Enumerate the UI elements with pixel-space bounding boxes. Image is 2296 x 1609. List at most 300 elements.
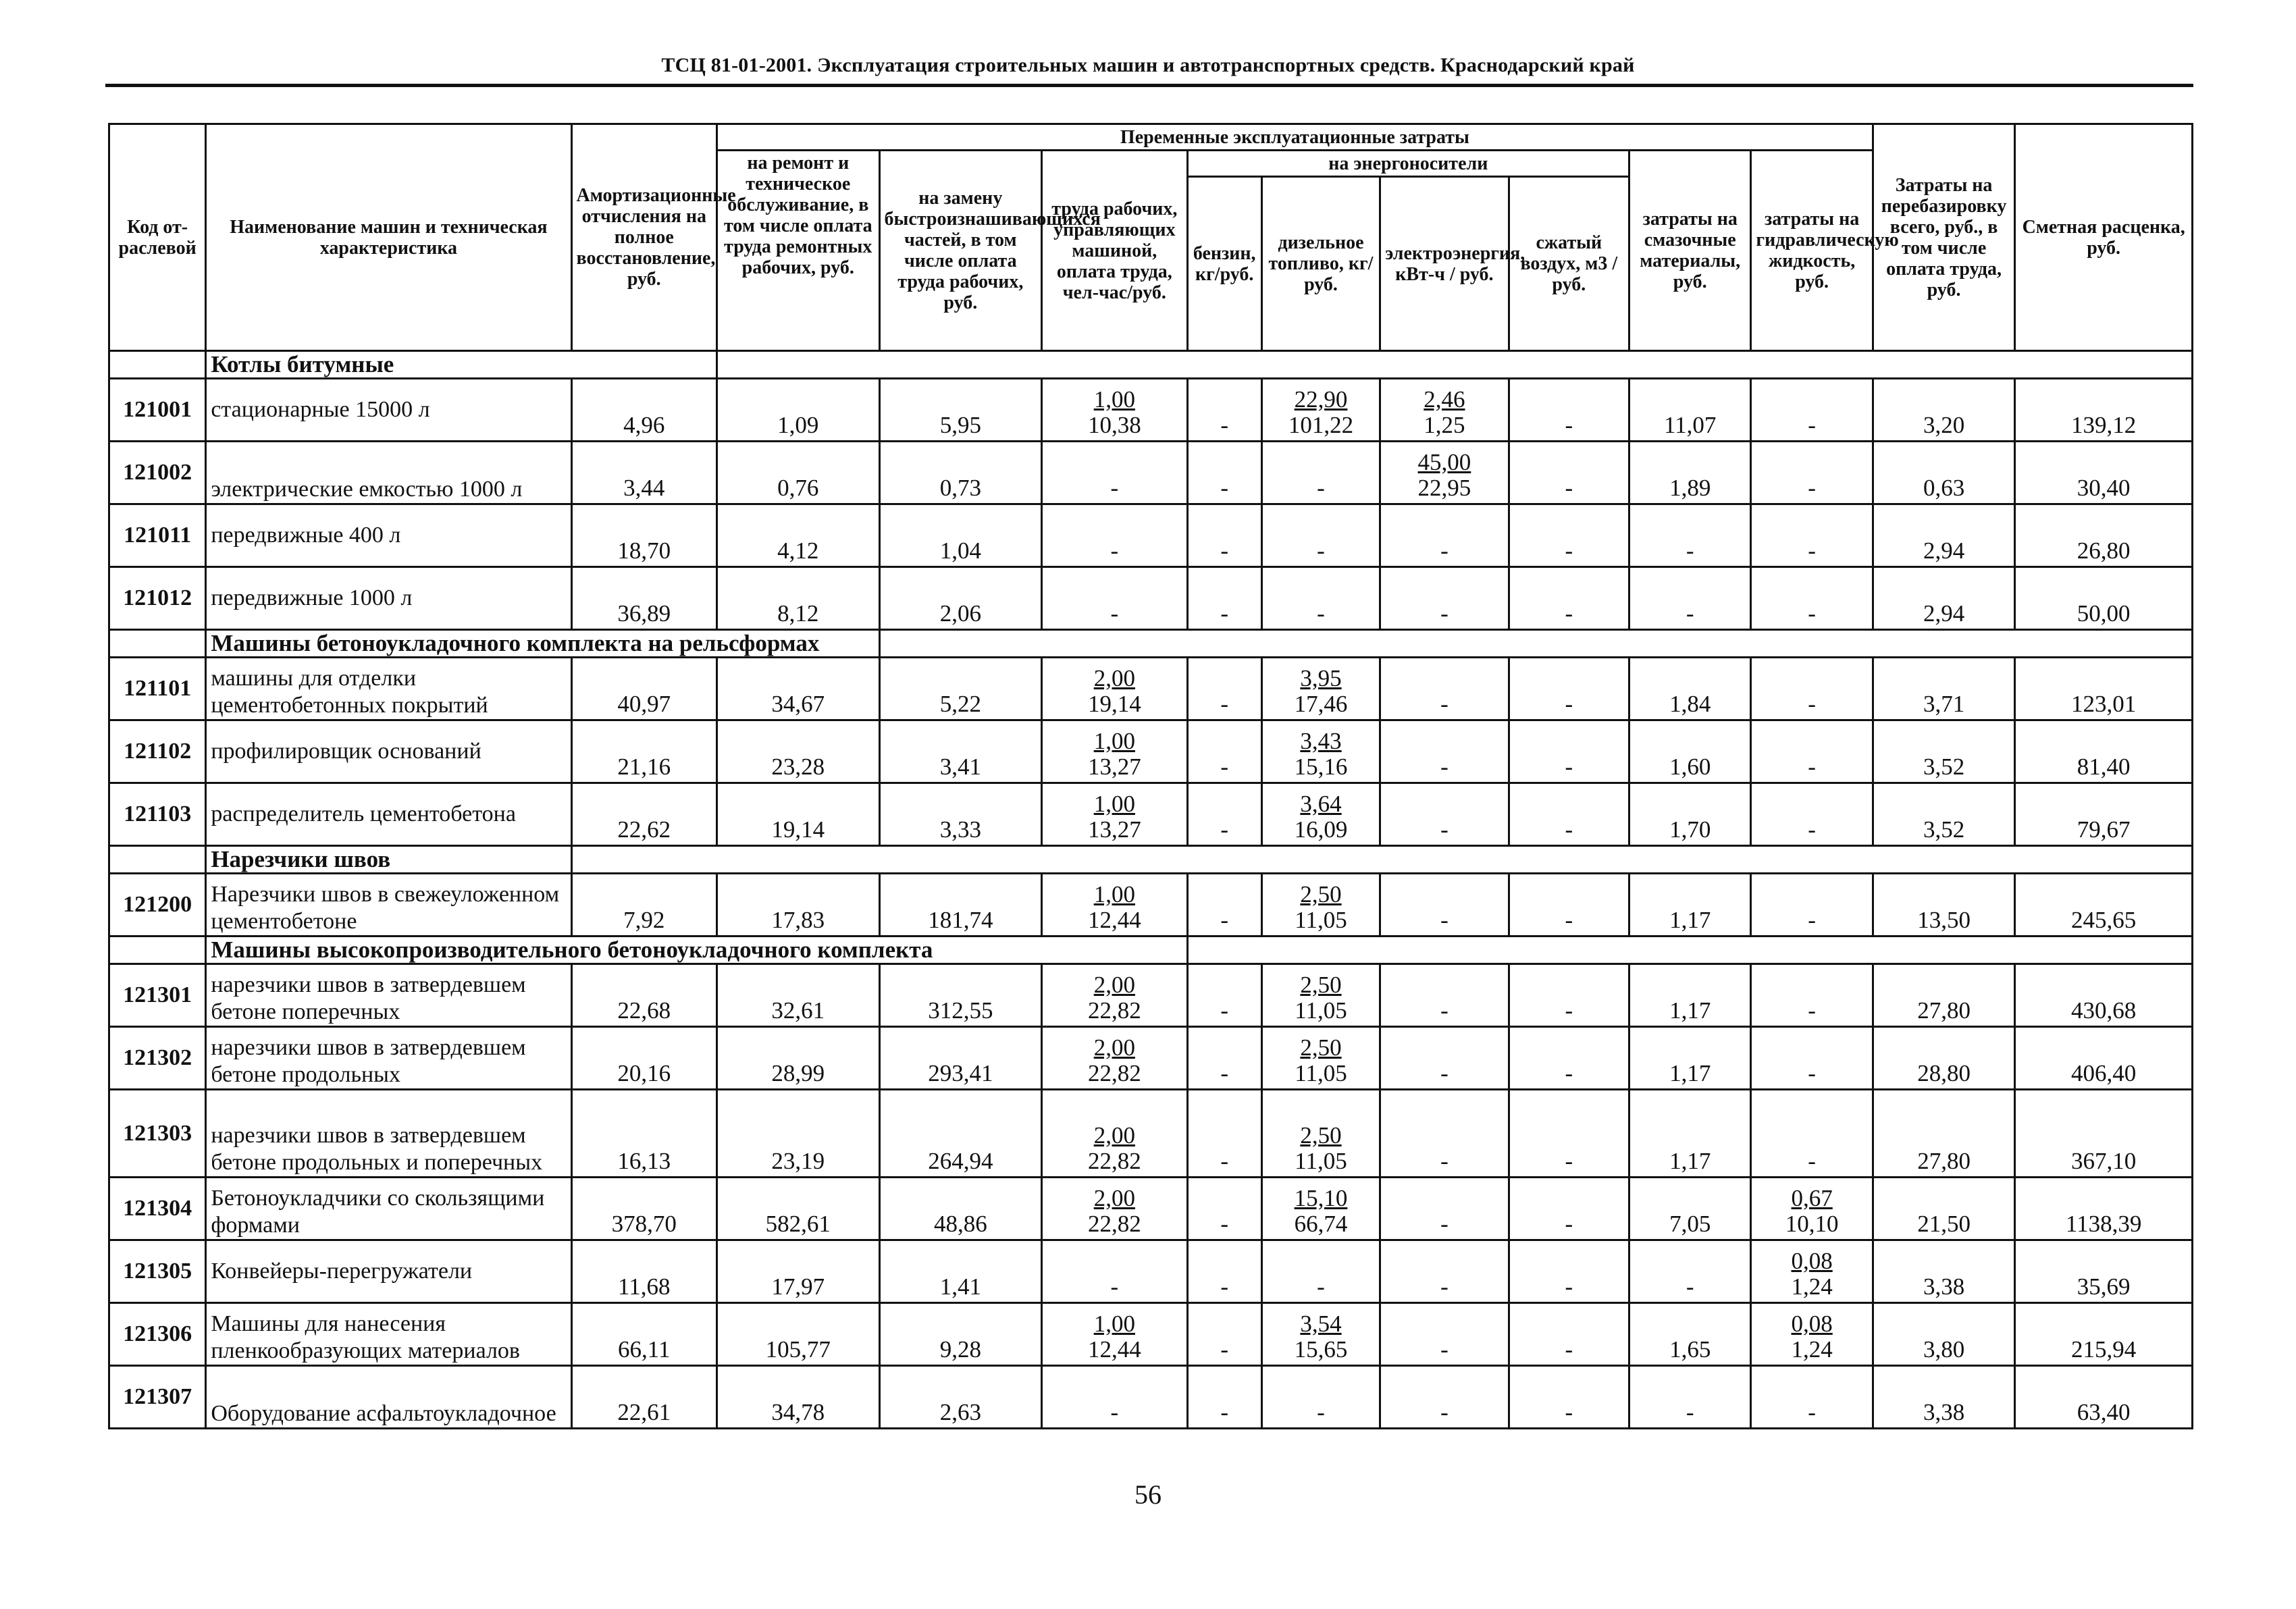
code-cell: 121200 — [109, 874, 206, 937]
name-cell: стационарные 15000 л — [206, 379, 571, 442]
section-title: Машины бетоноукладочного комплекта на рельсформах — [206, 630, 879, 658]
air-cell: - — [1509, 567, 1629, 630]
repair-cell: 34,78 — [717, 1366, 880, 1429]
diesel-value: 15,16 — [1294, 754, 1348, 780]
col-amort-header: Амортизационные отчисления на полное восстановление, руб. — [571, 124, 716, 351]
labor-cell: - — [1042, 1366, 1187, 1429]
amort-cell: 4,96 — [571, 379, 716, 442]
transport-cell: 3,52 — [1873, 783, 2014, 846]
page-title: ТСЦ 81-01-2001. Эксплуатация строительных машин и автотранспортных средств. Краснодарский край — [661, 54, 1635, 76]
air-cell: - — [1509, 658, 1629, 720]
table-row — [109, 1178, 2193, 1240]
labor-value: 10,38 — [1087, 412, 1141, 438]
amort-cell: 22,61 — [571, 1366, 716, 1429]
table-row — [109, 442, 2193, 504]
labor-top-value: 2,00 — [1093, 665, 1135, 691]
petrol-cell: - — [1187, 874, 1261, 937]
labor-top-value: 1,00 — [1093, 1311, 1135, 1337]
table-row — [109, 1240, 2193, 1303]
air-cell: - — [1509, 964, 1629, 1027]
parts-cell: 2,06 — [879, 567, 1042, 630]
electric-cell: - — [1380, 1178, 1509, 1240]
hydraulic-cell: - — [1751, 720, 1873, 783]
name-cell: профилировщик оснований — [206, 720, 571, 783]
parts-cell: 5,22 — [879, 658, 1042, 720]
labor-top-value: 1,00 — [1093, 386, 1135, 413]
col-air-header: сжатый воздух, м3 / руб. — [1509, 177, 1629, 351]
rate-cell: 123,01 — [2015, 658, 2193, 720]
section-title: Машины высокопроизводительного бетоноукладочного комплекта — [206, 937, 1187, 964]
electric-top-value: 45,00 — [1417, 449, 1471, 475]
petrol-cell: - — [1187, 658, 1261, 720]
diesel-top-value: 22,90 — [1294, 386, 1348, 413]
hydraulic-cell: - — [1751, 567, 1873, 630]
table-row — [109, 504, 2193, 567]
air-cell: - — [1509, 720, 1629, 783]
labor-value: 22,82 — [1087, 1148, 1141, 1174]
col-parts-header: на замену быстроизнашивающихся частей, в том числе оплата труда рабочих, руб. — [879, 151, 1042, 351]
parts-cell: 9,28 — [879, 1303, 1042, 1366]
diesel-value: 11,05 — [1295, 1148, 1347, 1174]
header-divider — [105, 84, 2193, 87]
diesel-value: 15,65 — [1294, 1336, 1348, 1363]
electric-value: 1,25 — [1424, 412, 1465, 438]
labor-cell: - — [1042, 567, 1187, 630]
labor-top-value: 2,00 — [1093, 1185, 1135, 1211]
repair-cell: 105,77 — [717, 1303, 880, 1366]
diesel-value: 17,46 — [1294, 691, 1348, 717]
col-lube-header: затраты на смазочные материалы, руб. — [1629, 151, 1751, 351]
energy-header: на энергоносители — [1187, 151, 1629, 177]
amort-cell: 378,70 — [571, 1178, 716, 1240]
hydraulic-value: 1,24 — [1791, 1273, 1833, 1300]
lube-cell: 1,65 — [1629, 1303, 1751, 1366]
labor-top-value: 1,00 — [1093, 881, 1135, 907]
lube-cell: 1,17 — [1629, 1027, 1751, 1090]
petrol-cell: - — [1187, 504, 1261, 567]
col-hydraulic-header: затраты на гидравлическую жидкость, руб. — [1751, 151, 1873, 351]
electric-cell: - — [1380, 504, 1509, 567]
labor-cell: - — [1042, 504, 1187, 567]
diesel-value: 16,09 — [1294, 816, 1348, 843]
name-cell: Конвейеры-перегружатели — [206, 1240, 571, 1303]
diesel-top-value: 3,95 — [1300, 665, 1342, 691]
code-cell: 121002 — [109, 442, 206, 504]
amort-cell: 40,97 — [571, 658, 716, 720]
table-body — [109, 351, 2193, 1429]
amort-cell: 7,92 — [571, 874, 716, 937]
section-row — [109, 351, 2193, 379]
lube-cell: - — [1629, 567, 1751, 630]
repair-cell: 0,76 — [717, 442, 880, 504]
electric-cell: - — [1380, 1090, 1509, 1178]
transport-cell: 3,20 — [1873, 379, 2014, 442]
col-repair-header: на ремонт и техническое обслуживание, в том числе оплата труда ремонтных рабочих, руб. — [717, 151, 880, 351]
labor-value: 13,27 — [1087, 816, 1141, 843]
labor-value: 13,27 — [1087, 754, 1141, 780]
electric-cell: - — [1380, 1303, 1509, 1366]
air-cell: - — [1509, 442, 1629, 504]
rates-table-container — [108, 123, 2193, 1429]
electric-cell: - — [1380, 874, 1509, 937]
hydraulic-cell: - — [1751, 783, 1873, 846]
name-cell: распределитель цементобетона — [206, 783, 571, 846]
diesel-top-value: 3,64 — [1300, 791, 1342, 817]
lube-cell: - — [1629, 1366, 1751, 1429]
labor-top-value: 2,00 — [1093, 1034, 1135, 1061]
code-cell: 121103 — [109, 783, 206, 846]
transport-cell: 3,71 — [1873, 658, 2014, 720]
hydraulic-cell: - — [1751, 874, 1873, 937]
amort-cell: 22,62 — [571, 783, 716, 846]
name-cell: Бетоноукладчики со скользящими формами — [206, 1178, 571, 1240]
amort-cell: 36,89 — [571, 567, 716, 630]
name-cell: нарезчики швов в затвердевшем бетоне продольных и поперечных — [206, 1090, 571, 1178]
lube-cell: 1,17 — [1629, 1090, 1751, 1178]
rate-cell: 406,40 — [2015, 1027, 2193, 1090]
diesel-cell — [1261, 874, 1380, 937]
diesel-cell — [1261, 783, 1380, 846]
transport-cell: 27,80 — [1873, 1090, 2014, 1178]
repair-cell: 17,97 — [717, 1240, 880, 1303]
parts-cell: 0,73 — [879, 442, 1042, 504]
diesel-value: 101,22 — [1288, 412, 1354, 438]
code-cell: 121304 — [109, 1178, 206, 1240]
electric-cell: - — [1380, 567, 1509, 630]
name-cell: электрические емкостью 1000 л — [206, 442, 571, 504]
amort-cell: 22,68 — [571, 964, 716, 1027]
table-row — [109, 379, 2193, 442]
air-cell: - — [1509, 1178, 1629, 1240]
diesel-top-value: 2,50 — [1300, 1034, 1342, 1061]
section-row — [109, 630, 2193, 658]
lube-cell: - — [1629, 504, 1751, 567]
diesel-cell — [1261, 379, 1380, 442]
diesel-cell — [1261, 1027, 1380, 1090]
section-row — [109, 937, 2193, 964]
labor-cell — [1042, 1303, 1187, 1366]
air-cell: - — [1509, 1366, 1629, 1429]
name-cell: Нарезчики швов в свежеуложенном цементобетоне — [206, 874, 571, 937]
col-name-header: Наименование машин и техническая характеристика — [206, 124, 571, 351]
repair-cell: 582,61 — [717, 1178, 880, 1240]
labor-value: 22,82 — [1087, 1060, 1141, 1086]
electric-cell: - — [1380, 1366, 1509, 1429]
diesel-value: 11,05 — [1295, 997, 1347, 1024]
electric-cell — [1380, 379, 1509, 442]
labor-top-value: 2,00 — [1093, 972, 1135, 998]
parts-cell: 3,41 — [879, 720, 1042, 783]
col-code-header: Код от-раслевой — [109, 124, 206, 351]
diesel-top-value: 2,50 — [1300, 972, 1342, 998]
hydraulic-value: 1,24 — [1791, 1336, 1833, 1363]
labor-value: 22,82 — [1087, 997, 1141, 1024]
hydraulic-cell: - — [1751, 964, 1873, 1027]
labor-cell: - — [1042, 442, 1187, 504]
table-row — [109, 1303, 2193, 1366]
repair-cell: 19,14 — [717, 783, 880, 846]
amort-cell: 66,11 — [571, 1303, 716, 1366]
hydraulic-cell — [1751, 1303, 1873, 1366]
petrol-cell: - — [1187, 1178, 1261, 1240]
code-cell: 121011 — [109, 504, 206, 567]
hydraulic-cell: - — [1751, 1366, 1873, 1429]
labor-cell: - — [1042, 1240, 1187, 1303]
air-cell: - — [1509, 379, 1629, 442]
parts-cell: 1,41 — [879, 1240, 1042, 1303]
electric-cell: - — [1380, 1240, 1509, 1303]
lube-cell: 1,84 — [1629, 658, 1751, 720]
lube-cell: 1,70 — [1629, 783, 1751, 846]
header-row-1 — [109, 124, 2193, 151]
rates-table — [108, 123, 2193, 1429]
diesel-top-value: 3,54 — [1300, 1311, 1342, 1337]
lube-cell: 1,89 — [1629, 442, 1751, 504]
hydraulic-cell: - — [1751, 504, 1873, 567]
code-cell: 121303 — [109, 1090, 206, 1178]
name-cell: Машины для нанесения пленкообразующих материалов — [206, 1303, 571, 1366]
labor-cell — [1042, 1027, 1187, 1090]
lube-cell: - — [1629, 1240, 1751, 1303]
name-cell: машины для отделки цементобетонных покрытий — [206, 658, 571, 720]
parts-cell: 3,33 — [879, 783, 1042, 846]
petrol-cell: - — [1187, 964, 1261, 1027]
transport-cell: 2,94 — [1873, 567, 2014, 630]
diesel-top-value: 3,43 — [1300, 728, 1342, 754]
transport-cell: 28,80 — [1873, 1027, 2014, 1090]
repair-cell: 8,12 — [717, 567, 880, 630]
petrol-cell: - — [1187, 567, 1261, 630]
transport-cell: 2,94 — [1873, 504, 2014, 567]
rate-cell: 26,80 — [2015, 504, 2193, 567]
electric-top-value: 2,46 — [1424, 386, 1465, 413]
labor-value: 22,82 — [1087, 1211, 1141, 1237]
parts-cell: 48,86 — [879, 1178, 1042, 1240]
parts-cell: 2,63 — [879, 1366, 1042, 1429]
table-row — [109, 1027, 2193, 1090]
electric-cell: - — [1380, 720, 1509, 783]
code-cell: 121012 — [109, 567, 206, 630]
petrol-cell: - — [1187, 1366, 1261, 1429]
transport-cell: 13,50 — [1873, 874, 2014, 937]
lube-cell: 1,17 — [1629, 964, 1751, 1027]
transport-cell: 3,52 — [1873, 720, 2014, 783]
hydraulic-top-value: 0,67 — [1791, 1185, 1833, 1211]
col-transport-header: Затраты на перебазировку всего, руб., в том числе оплата труда, руб. — [1873, 124, 2014, 351]
col-petrol-header: бензин, кг/руб. — [1187, 177, 1261, 351]
hydraulic-cell: - — [1751, 1090, 1873, 1178]
repair-cell: 28,99 — [717, 1027, 880, 1090]
repair-cell: 1,09 — [717, 379, 880, 442]
transport-cell: 3,80 — [1873, 1303, 2014, 1366]
electric-cell: - — [1380, 1027, 1509, 1090]
labor-cell — [1042, 1090, 1187, 1178]
parts-cell: 293,41 — [879, 1027, 1042, 1090]
repair-cell: 32,61 — [717, 964, 880, 1027]
table-row — [109, 658, 2193, 720]
rate-cell: 430,68 — [2015, 964, 2193, 1027]
petrol-cell: - — [1187, 783, 1261, 846]
air-cell: - — [1509, 504, 1629, 567]
hydraulic-cell: - — [1751, 442, 1873, 504]
amort-cell: 11,68 — [571, 1240, 716, 1303]
petrol-cell: - — [1187, 1027, 1261, 1090]
repair-cell: 23,28 — [717, 720, 880, 783]
petrol-cell: - — [1187, 1240, 1261, 1303]
col-rate-header: Сметная расценка, руб. — [2015, 124, 2193, 351]
name-cell: нарезчики швов в затвердевшем бетоне продольных — [206, 1027, 571, 1090]
code-cell: 121102 — [109, 720, 206, 783]
labor-cell — [1042, 658, 1187, 720]
lube-cell: 7,05 — [1629, 1178, 1751, 1240]
repair-cell: 34,67 — [717, 658, 880, 720]
diesel-top-value: 2,50 — [1300, 881, 1342, 907]
amort-cell: 16,13 — [571, 1090, 716, 1178]
electric-cell: - — [1380, 783, 1509, 846]
amort-cell: 21,16 — [571, 720, 716, 783]
rate-cell: 30,40 — [2015, 442, 2193, 504]
table-row — [109, 1090, 2193, 1178]
transport-cell: 21,50 — [1873, 1178, 2014, 1240]
air-cell: - — [1509, 1090, 1629, 1178]
code-cell: 121302 — [109, 1027, 206, 1090]
col-electric-header: электроэнергия, кВт-ч / руб. — [1380, 177, 1509, 351]
petrol-cell: - — [1187, 442, 1261, 504]
lube-cell: 1,60 — [1629, 720, 1751, 783]
code-cell: 121306 — [109, 1303, 206, 1366]
parts-cell: 1,04 — [879, 504, 1042, 567]
hydraulic-value: 10,10 — [1785, 1211, 1839, 1237]
labor-cell — [1042, 783, 1187, 846]
rate-cell: 245,65 — [2015, 874, 2193, 937]
air-cell: - — [1509, 1027, 1629, 1090]
amort-cell: 20,16 — [571, 1027, 716, 1090]
air-cell: - — [1509, 1303, 1629, 1366]
code-cell: 121305 — [109, 1240, 206, 1303]
table-row — [109, 783, 2193, 846]
rate-cell: 50,00 — [2015, 567, 2193, 630]
diesel-cell: - — [1261, 1240, 1380, 1303]
electric-cell: - — [1380, 964, 1509, 1027]
rate-cell: 367,10 — [2015, 1090, 2193, 1178]
diesel-cell — [1261, 720, 1380, 783]
code-cell: 121307 — [109, 1366, 206, 1429]
name-cell: нарезчики швов в затвердевшем бетоне поперечных — [206, 964, 571, 1027]
labor-value: 19,14 — [1087, 691, 1141, 717]
hydraulic-cell: - — [1751, 1027, 1873, 1090]
transport-cell: 0,63 — [1873, 442, 2014, 504]
diesel-top-value: 15,10 — [1294, 1185, 1348, 1211]
diesel-value: 11,05 — [1295, 1060, 1347, 1086]
petrol-cell: - — [1187, 379, 1261, 442]
air-cell: - — [1509, 874, 1629, 937]
hydraulic-cell — [1751, 1178, 1873, 1240]
rate-cell: 215,94 — [2015, 1303, 2193, 1366]
labor-value: 12,44 — [1087, 1336, 1141, 1363]
diesel-value: 11,05 — [1295, 907, 1347, 933]
amort-cell: 3,44 — [571, 442, 716, 504]
table-row — [109, 1366, 2193, 1429]
diesel-cell — [1261, 1090, 1380, 1178]
amort-cell: 18,70 — [571, 504, 716, 567]
diesel-cell — [1261, 1303, 1380, 1366]
labor-top-value: 2,00 — [1093, 1122, 1135, 1149]
transport-cell: 3,38 — [1873, 1366, 2014, 1429]
electric-cell: - — [1380, 658, 1509, 720]
name-cell: передвижные 1000 л — [206, 567, 571, 630]
hydraulic-cell: - — [1751, 379, 1873, 442]
code-cell: 121001 — [109, 379, 206, 442]
parts-cell: 264,94 — [879, 1090, 1042, 1178]
diesel-cell: - — [1261, 504, 1380, 567]
lube-cell: 11,07 — [1629, 379, 1751, 442]
transport-cell: 27,80 — [1873, 964, 2014, 1027]
table-row — [109, 720, 2193, 783]
diesel-top-value: 2,50 — [1300, 1122, 1342, 1149]
hydraulic-cell — [1751, 1240, 1873, 1303]
repair-cell: 23,19 — [717, 1090, 880, 1178]
diesel-cell — [1261, 964, 1380, 1027]
hydraulic-cell: - — [1751, 658, 1873, 720]
col-diesel-header: дизельное топливо, кг/руб. — [1261, 177, 1380, 351]
hydraulic-top-value: 0,08 — [1791, 1311, 1833, 1337]
table-row — [109, 874, 2193, 937]
labor-value: 12,44 — [1087, 907, 1141, 933]
petrol-cell: - — [1187, 720, 1261, 783]
repair-cell: 17,83 — [717, 874, 880, 937]
labor-cell — [1042, 1178, 1187, 1240]
code-cell: 121101 — [109, 658, 206, 720]
rate-cell: 81,40 — [2015, 720, 2193, 783]
parts-cell: 181,74 — [879, 874, 1042, 937]
rate-cell: 79,67 — [2015, 783, 2193, 846]
labor-cell — [1042, 379, 1187, 442]
electric-cell — [1380, 442, 1509, 504]
hydraulic-top-value: 0,08 — [1791, 1248, 1833, 1274]
transport-cell: 3,38 — [1873, 1240, 2014, 1303]
repair-cell: 4,12 — [717, 504, 880, 567]
parts-cell: 5,95 — [879, 379, 1042, 442]
rate-cell: 1138,39 — [2015, 1178, 2193, 1240]
diesel-cell — [1261, 658, 1380, 720]
code-cell: 121301 — [109, 964, 206, 1027]
diesel-cell: - — [1261, 1366, 1380, 1429]
petrol-cell: - — [1187, 1303, 1261, 1366]
air-cell: - — [1509, 1240, 1629, 1303]
name-cell: Оборудование асфальтоукладочное — [206, 1366, 571, 1429]
variable-costs-header: Переменные эксплуатационные затраты — [717, 124, 1873, 151]
petrol-cell: - — [1187, 1090, 1261, 1178]
page-number: 56 — [1134, 1479, 1162, 1510]
diesel-cell: - — [1261, 442, 1380, 504]
table-row — [109, 964, 2193, 1027]
table-row — [109, 567, 2193, 630]
diesel-value: 66,74 — [1294, 1211, 1348, 1237]
labor-cell — [1042, 964, 1187, 1027]
labor-top-value: 1,00 — [1093, 728, 1135, 754]
air-cell: - — [1509, 783, 1629, 846]
section-title: Котлы битумные — [206, 351, 717, 379]
name-cell: передвижные 400 л — [206, 504, 571, 567]
labor-cell — [1042, 874, 1187, 937]
section-title: Нарезчики швов — [206, 846, 571, 874]
labor-cell — [1042, 720, 1187, 783]
col-labor-header: труда рабочих, управляющих машиной, оплата труда, чел-час/руб. — [1042, 151, 1187, 351]
rate-cell: 63,40 — [2015, 1366, 2193, 1429]
lube-cell: 1,17 — [1629, 874, 1751, 937]
diesel-cell — [1261, 1178, 1380, 1240]
parts-cell: 312,55 — [879, 964, 1042, 1027]
